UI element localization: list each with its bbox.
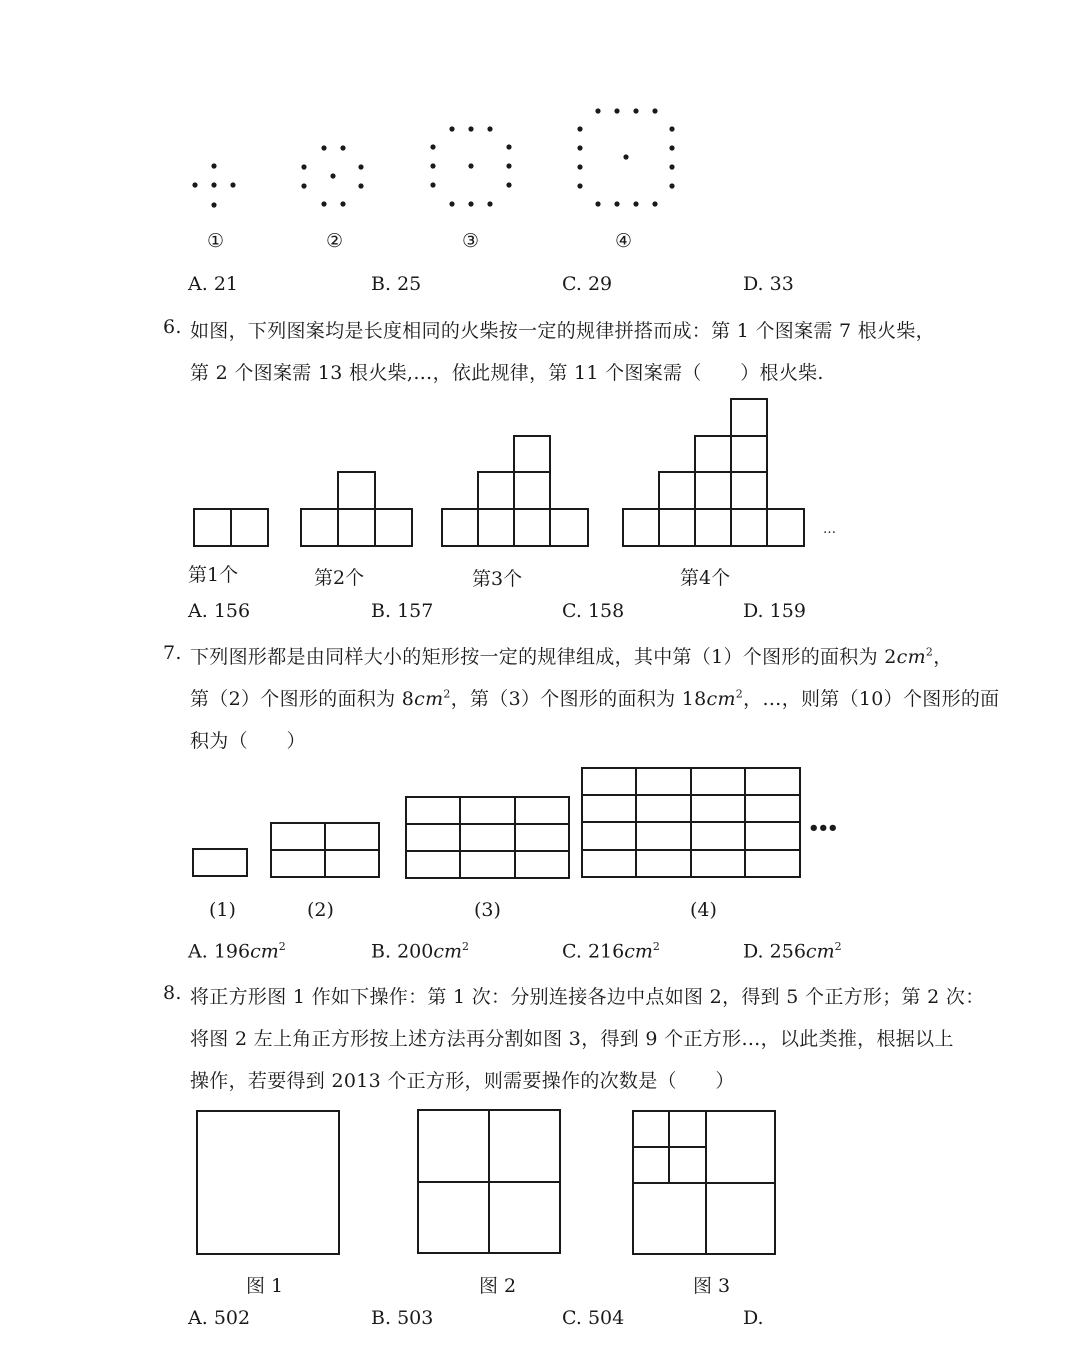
- q8-option-b[interactable]: [371, 1307, 433, 1329]
- option-letter: D.: [743, 273, 764, 295]
- q8-figure-2: [418, 1110, 560, 1253]
- option-letter: C.: [562, 940, 582, 963]
- q6-figure-2: [301, 472, 412, 546]
- q5-figure-label-1: ①: [207, 230, 225, 252]
- option-value: 196: [213, 940, 251, 963]
- q6-figure-4: [623, 399, 804, 546]
- q5-figure-1: [192, 163, 235, 207]
- q6-figure-1: [194, 509, 268, 546]
- unit-exponent: 2: [652, 940, 660, 953]
- option-letter: D.: [743, 1307, 764, 1329]
- q7-figure-label-4: (4): [690, 899, 717, 921]
- option-value: 256: [769, 940, 806, 963]
- option-value: 504: [587, 1307, 625, 1329]
- option-value: 502: [213, 1307, 251, 1329]
- unit-exponent: 2: [462, 940, 469, 953]
- q5-figure-4: [577, 108, 674, 206]
- q8-text-line-1: 将正方形图 1 作如下操作：第 1 次：分别连接各边中点如图 2，得到 5 个正方形；第 2 次：: [190, 986, 985, 1008]
- option-letter: B.: [371, 273, 392, 295]
- option-letter: A.: [188, 940, 208, 963]
- q7-text-line-1: [190, 642, 953, 669]
- option-value: 29: [587, 273, 613, 295]
- q7-figure-4: [582, 768, 800, 877]
- q6-figure-label-4: 第4个: [680, 567, 731, 589]
- unit-exponent: 2: [925, 645, 934, 659]
- unit-cm: cm: [433, 940, 462, 963]
- q7-figure-3: [406, 797, 569, 878]
- q8-option-d[interactable]: [743, 1307, 764, 1329]
- q6-option-b[interactable]: [371, 600, 433, 622]
- option-letter: B.: [371, 940, 392, 963]
- option-letter: C.: [562, 1307, 582, 1329]
- q8-number: 8.: [163, 982, 182, 1004]
- q5-option-b[interactable]: [371, 273, 421, 295]
- option-letter: D.: [743, 940, 764, 963]
- option-value: 200: [397, 940, 434, 963]
- option-letter: C.: [562, 600, 582, 622]
- q7-text-line-2-part-3: ，…，则第（10）个图形的面: [743, 688, 1000, 710]
- option-value: 216: [587, 940, 625, 963]
- q6-figure-3: [442, 436, 588, 546]
- option-value: 159: [769, 600, 806, 622]
- option-value: 25: [397, 273, 422, 295]
- q6-option-d[interactable]: [743, 600, 806, 622]
- q8-text-line-3: 操作，若要得到 2013 个正方形，则需要操作的次数是（ ）: [190, 1070, 735, 1092]
- q7-option-a[interactable]: [188, 940, 286, 962]
- q7-figure-2: [271, 823, 379, 877]
- option-letter: B.: [371, 600, 392, 622]
- q7-text-line-2-part-1: 第（2）个图形的面积为 8: [190, 688, 415, 710]
- option-letter: B.: [371, 1307, 392, 1329]
- option-value: 503: [397, 1307, 434, 1329]
- q6-figure-label-3: 第3个: [472, 568, 523, 590]
- q6-ellipsis: …: [823, 522, 836, 537]
- q5-figure-2: [301, 145, 363, 206]
- q5-option-a[interactable]: [188, 273, 238, 295]
- q7-text-line-2: [190, 684, 999, 711]
- unit-exponent: 2: [735, 687, 744, 701]
- q7-text-line-2-part-2: ，第（3）个图形的面积为 18: [450, 688, 707, 710]
- comma: ，: [933, 646, 953, 668]
- q6-text-line-1: 如图，下列图案均是长度相同的火柴按一定的规律拼搭而成：第 1 个图案需 7 根火柴，: [190, 320, 935, 342]
- q5-figure-label-3: ③: [462, 230, 480, 252]
- option-letter: A.: [188, 1307, 208, 1329]
- q5-option-c[interactable]: [562, 273, 612, 295]
- option-letter: D.: [743, 600, 764, 622]
- option-letter: C.: [562, 273, 582, 295]
- q8-figure-label-1: 图 1: [246, 1275, 284, 1297]
- q8-text-line-2: 将图 2 左上角正方形按上述方法再分割如图 3，得到 9 个正方形…，以此类推，根据以上: [190, 1028, 954, 1050]
- option-value: 157: [397, 600, 434, 622]
- q6-figure-label-1: 第1个: [188, 564, 239, 586]
- unit-cm: cm: [896, 646, 926, 668]
- option-value: 156: [213, 600, 251, 622]
- q7-figure-label-2: (2): [307, 899, 334, 921]
- q7-option-b[interactable]: [371, 940, 469, 962]
- q8-figure-1: [197, 1111, 339, 1254]
- q6-option-a[interactable]: [188, 600, 250, 622]
- q5-option-d[interactable]: [743, 273, 794, 295]
- q6-figure-label-2: 第2个: [314, 567, 365, 589]
- q8-figure-label-3: 图 3: [693, 1275, 731, 1297]
- q7-figure-label-3: (3): [474, 899, 501, 921]
- unit-cm: cm: [805, 940, 835, 963]
- unit-cm: cm: [414, 688, 444, 710]
- q5-figure-label-4: ④: [615, 230, 633, 252]
- q7-figure-label-1: (1): [209, 899, 236, 921]
- unit-cm: cm: [250, 940, 279, 963]
- q7-option-c[interactable]: [562, 940, 660, 962]
- q5-figure-label-2: ②: [326, 230, 344, 252]
- unit-exponent: 2: [443, 687, 451, 701]
- option-value: 21: [213, 273, 238, 295]
- q8-option-c[interactable]: [562, 1307, 624, 1329]
- unit-exponent: 2: [278, 940, 286, 953]
- q8-option-a[interactable]: [188, 1307, 250, 1329]
- q7-ellipsis: •••: [808, 818, 837, 839]
- q7-text-line-3: 积为（ ）: [190, 730, 306, 752]
- q7-text-line-1-main: 下列图形都是由同样大小的矩形按一定的规律组成，其中第（1）个图形的面积为 2: [190, 646, 897, 668]
- q5-figure-3: [430, 126, 511, 206]
- q6-text-line-2: 第 2 个图案需 13 根火柴,…，依此规律，第 11 个图案需（ ）根火柴.: [190, 362, 824, 384]
- q8-figure-label-2: 图 2: [479, 1275, 517, 1297]
- unit-cm: cm: [706, 688, 736, 710]
- unit-cm: cm: [624, 940, 653, 963]
- option-value: 158: [587, 600, 625, 622]
- unit-exponent: 2: [834, 940, 842, 953]
- option-value: 33: [769, 273, 794, 295]
- q8-figure-3: [633, 1111, 775, 1254]
- option-letter: A.: [188, 600, 208, 622]
- q7-option-d[interactable]: [743, 940, 842, 962]
- q7-figure-1: [193, 849, 247, 876]
- q6-number: 6.: [163, 316, 182, 338]
- option-letter: A.: [188, 273, 208, 295]
- q7-number: 7.: [163, 642, 182, 664]
- q6-option-c[interactable]: [562, 600, 624, 622]
